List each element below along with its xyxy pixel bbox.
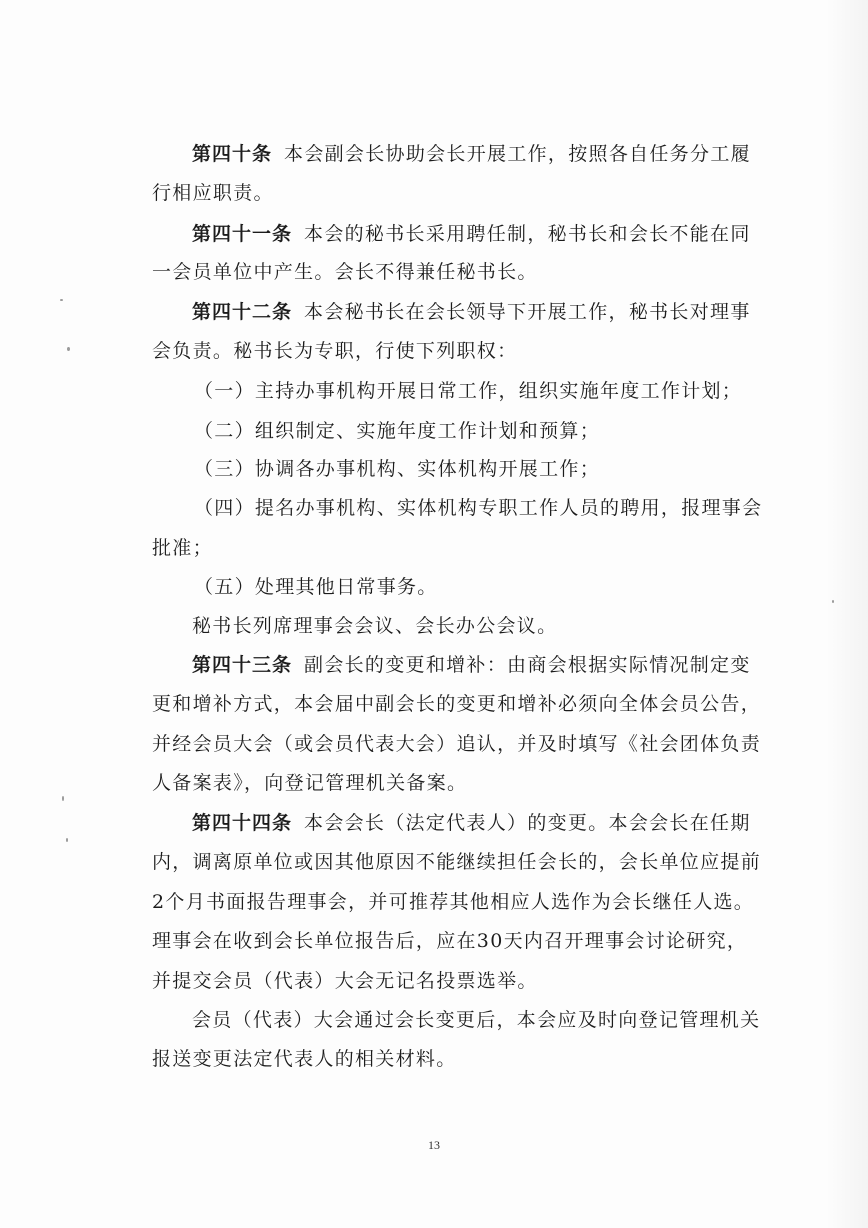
article-44-line-5: 并提交会员（代表）大会无记名投票选举。 xyxy=(152,970,538,992)
duty-item-5: （五）处理其他日常事务。 xyxy=(194,576,438,598)
article-43-line-3: 并经会员大会（或会员代表大会）追认，并及时填写《社会团体负责 xyxy=(152,733,762,755)
article-42-heading: 第四十二条 xyxy=(192,301,293,323)
duty-item-4-line-1: （四）提名办事机构、实体机构专职工作人员的聘用，报理事会 xyxy=(194,497,763,519)
scan-speck xyxy=(60,299,63,301)
scan-speck xyxy=(67,347,70,351)
article-41-text: 本会的秘书长采用聘任制，秘书长和会长不能在同 xyxy=(304,223,751,245)
article-44-line-1 xyxy=(192,814,751,833)
article-43-line-1 xyxy=(192,656,751,675)
duty-item-1: （一）主持办事机构开展日常工作，组织实施年度工作计划； xyxy=(194,380,743,402)
article-43-line-4: 人备案表》，向登记管理机关备案。 xyxy=(152,772,468,794)
article-40-heading: 第四十条 xyxy=(192,143,273,165)
article-42-text: 本会秘书长在会长领导下开展工作，秘书长对理事 xyxy=(304,301,751,323)
article-44-line-3: 2个月书面报告理事会，并可推荐其他相应人选作为会长继任人选。 xyxy=(152,891,755,913)
article-42-line-1 xyxy=(192,303,751,322)
article-44-line-4: 理事会在收到会长单位报告后，应在30天内召开理事会讨论研究， xyxy=(152,930,748,952)
article-44-heading: 第四十四条 xyxy=(192,812,293,834)
duty-item-4-line-2: 批准； xyxy=(152,537,213,559)
article-43-heading: 第四十三条 xyxy=(192,654,293,676)
page-number: 13 xyxy=(428,1138,440,1152)
scan-speck xyxy=(62,796,64,801)
article-42-line-2: 会负责。秘书长为专职，行使下列职权： xyxy=(152,340,518,362)
article-44-text: 本会会长（法定代表人）的变更。本会会长在任期 xyxy=(304,812,751,834)
article-41-line-2: 一会员单位中产生。会长不得兼任秘书长。 xyxy=(152,261,538,283)
article-40-line-1 xyxy=(192,145,751,164)
closing-line-1: 会员（代表）大会通过会长变更后，本会应及时向登记管理机关 xyxy=(192,1009,761,1031)
closing-line-2: 报送变更法定代表人的相关材料。 xyxy=(152,1048,457,1070)
article-41-line-1 xyxy=(192,225,751,244)
article-40-line-2: 行相应职责。 xyxy=(152,182,274,204)
article-43-text: 副会长的变更和增补：由商会根据实际情况制定变 xyxy=(304,654,751,676)
duty-item-3: （三）协调各办事机构、实体机构开展工作； xyxy=(194,458,601,480)
scan-edge-shadow xyxy=(826,0,868,1228)
duty-item-2: （二）组织制定、实施年度工作计划和预算； xyxy=(194,420,601,442)
article-41-heading: 第四十一条 xyxy=(192,223,293,245)
article-44-line-2: 内，调离原单位或因其他原因不能继续担任会长的，会长单位应提前 xyxy=(152,851,762,873)
article-40-text: 本会副会长协助会长开展工作，按照各自任务分工履 xyxy=(284,143,751,165)
scan-speck xyxy=(66,838,68,842)
secretary-meeting-line: 秘书长列席理事会会议、会长办公会议。 xyxy=(192,615,558,637)
article-43-line-2: 更和增补方式，本会届中副会长的变更和增补必须向全体会员公告， xyxy=(152,693,762,715)
